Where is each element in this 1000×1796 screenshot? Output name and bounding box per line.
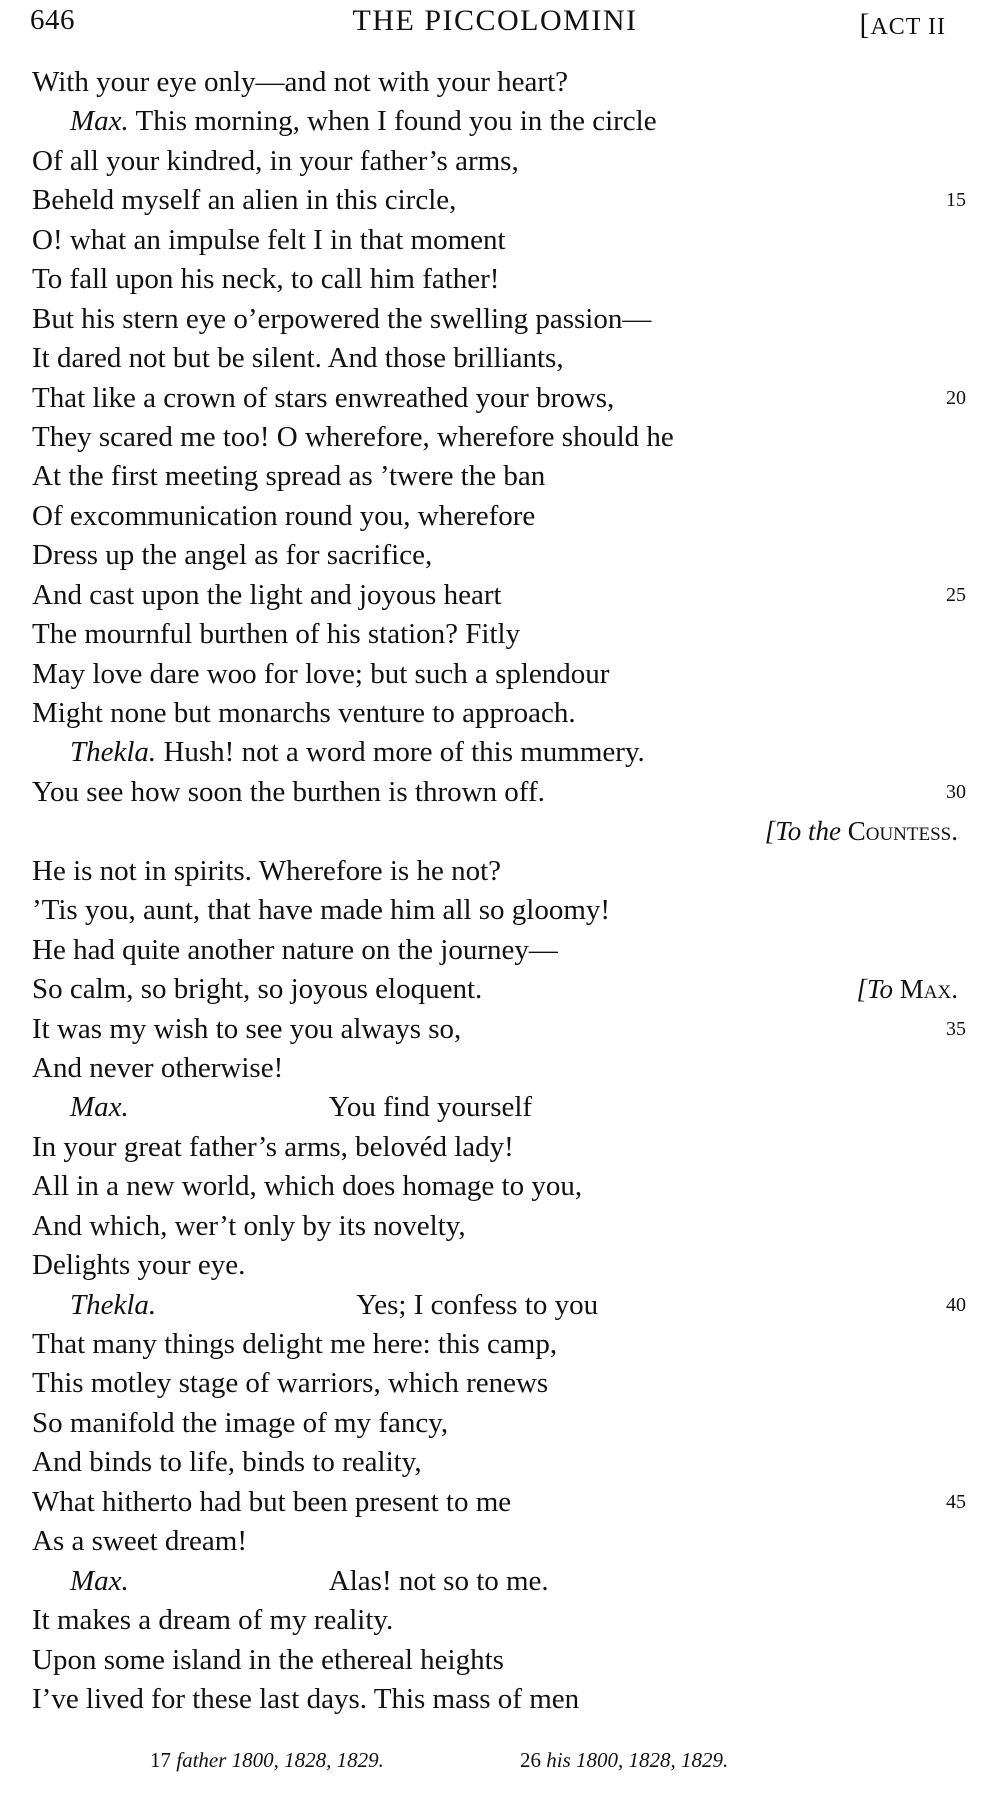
line-words: As a sweet dream!	[32, 1525, 247, 1558]
verse-line	[0, 1404, 1000, 1443]
verse-line-text	[32, 536, 432, 575]
verse-line	[0, 1680, 1000, 1719]
verse-line	[0, 221, 1000, 260]
verse-line-text	[32, 497, 535, 536]
stage-direction-prefix: [To	[856, 974, 900, 1005]
verse-line-text	[32, 891, 610, 930]
verse-line-text	[32, 457, 545, 496]
verse-line	[0, 852, 1000, 891]
line-words: Of all your kindred, in your father’s arms,	[32, 144, 519, 177]
verse-line	[0, 1601, 1000, 1640]
verse-line-text	[32, 1364, 548, 1403]
verse-line-text	[70, 1088, 532, 1127]
line-words: He is not in spirits. Wherefore is he not?	[32, 854, 501, 887]
speaker-name: Max.	[70, 1564, 129, 1597]
verse-line	[0, 694, 1000, 733]
verse-line-text	[32, 418, 674, 457]
verse-line	[0, 418, 1000, 457]
act-text: ACT II	[870, 14, 946, 40]
line-words: This motley stage of warriors, which renews	[32, 1367, 549, 1400]
verse-line-text	[70, 1562, 549, 1601]
line-words: May love dare woo for love; but such a splendour	[32, 657, 610, 690]
stage-direction-character: Max.	[899, 974, 958, 1005]
line-number: 15	[946, 189, 966, 212]
line-words: It dared not but be silent. And those brilliants,	[32, 342, 564, 375]
verse-line-text	[70, 1286, 598, 1325]
verse-line-text	[32, 694, 576, 733]
line-number: 30	[946, 780, 966, 803]
verse-line-text	[32, 1443, 422, 1482]
line-words: Dress up the angel as for sacrifice,	[32, 539, 433, 572]
verse-line-text	[32, 576, 502, 615]
line-words: ’Tis you, aunt, that have made him all so gloomy!	[32, 894, 611, 927]
verse-line-text	[32, 339, 564, 378]
line-words: They scared me too! O wherefore, wherefore should he	[32, 420, 674, 453]
line-words: So manifold the image of my fancy,	[32, 1406, 449, 1439]
line-words: That like a crown of stars enwreathed your brows,	[32, 381, 615, 414]
verse-line	[0, 379, 1000, 418]
line-words: So calm, so bright, so joyous eloquent.	[32, 973, 483, 1006]
verse-line	[0, 181, 1000, 220]
verse-line-text	[32, 221, 506, 260]
verse-line-text	[32, 1680, 579, 1719]
line-words: In your great father’s arms, belovéd lady!	[32, 1130, 514, 1163]
verse-line	[0, 102, 1000, 141]
verse-line	[0, 1325, 1000, 1364]
verse-line	[0, 1522, 1000, 1561]
verse-line	[0, 1562, 1000, 1601]
verse-line	[0, 536, 1000, 575]
verse-line	[0, 1443, 1000, 1482]
stage-direction-character: Countess.	[847, 816, 958, 847]
verse-line-text	[32, 970, 482, 1009]
verse-line	[0, 1167, 1000, 1206]
verse-line	[0, 615, 1000, 654]
stage-direction	[857, 970, 959, 1009]
verse-line-text	[32, 1483, 511, 1522]
verse-line-text	[32, 260, 499, 299]
verse-line-text	[32, 1601, 393, 1640]
speaker-name: Thekla.	[70, 736, 157, 769]
line-words: What hitherto had but been present to me	[32, 1485, 512, 1518]
verse-line	[0, 733, 1000, 772]
line-words: And binds to life, binds to reality,	[32, 1446, 422, 1479]
line-words: It makes a dream of my reality.	[32, 1604, 394, 1637]
footnote-editions: 1800, 1828, 1829.	[570, 1748, 729, 1772]
page-number: 646	[30, 4, 75, 36]
verse-line	[0, 576, 1000, 615]
line-words: To fall upon his neck, to call him father!	[32, 263, 500, 296]
line-words: It was my wish to see you always so,	[32, 1012, 462, 1045]
verse-line-text	[32, 1010, 461, 1049]
verse-line-text	[32, 1049, 283, 1088]
footnote-word: his	[546, 1748, 571, 1772]
verse-line	[0, 655, 1000, 694]
verse-line-text	[32, 1246, 245, 1285]
footnote	[520, 1748, 728, 1773]
verse-line	[0, 1207, 1000, 1246]
act-bracket: [	[859, 8, 871, 41]
verse-line-text	[32, 1167, 582, 1206]
line-number: 40	[946, 1293, 966, 1316]
act-label	[859, 8, 946, 42]
verse-line-text	[32, 300, 651, 339]
verse-line-text	[32, 1522, 247, 1561]
line-words: All in a new world, which does homage to you,	[32, 1170, 583, 1203]
line-number: 35	[946, 1017, 966, 1040]
verse-line	[0, 1364, 1000, 1403]
verse-line	[0, 931, 1000, 970]
verse-line	[0, 891, 1000, 930]
verse-line	[0, 300, 1000, 339]
line-words: O! what an impulse felt I in that moment	[32, 223, 506, 256]
line-words: Might none but monarchs venture to approach.	[32, 697, 576, 729]
verse-line	[0, 339, 1000, 378]
page-title: THE PICCOLOMINI	[352, 4, 638, 37]
verse-line	[0, 1641, 1000, 1680]
footnotes	[0, 1748, 1000, 1788]
verse-line	[0, 1010, 1000, 1049]
line-words: The mournful burthen of his station? Fitly	[32, 618, 521, 651]
line-number: 25	[946, 583, 966, 606]
line-words: This morning, when I found you in the circle	[128, 105, 657, 138]
line-words: That many things delight me here: this camp,	[32, 1328, 558, 1360]
footnote-line-number: 26	[520, 1748, 541, 1772]
speaker-name: Max.	[70, 1091, 129, 1124]
line-words: Beheld myself an alien in this circle,	[32, 184, 457, 217]
speaker-name: Thekla.	[70, 1288, 157, 1321]
line-number: 20	[946, 386, 966, 409]
verse-line	[0, 1246, 1000, 1285]
verse-line	[0, 812, 1000, 851]
verse-line-text	[32, 1325, 557, 1364]
verse-line-text	[32, 1128, 514, 1167]
verse-text	[0, 63, 1000, 1719]
running-head	[30, 4, 960, 48]
verse-line-text	[32, 1207, 466, 1246]
line-words: And cast upon the light and joyous heart	[32, 578, 502, 611]
verse-line-text	[32, 379, 614, 418]
verse-line	[0, 497, 1000, 536]
verse-line-text	[70, 102, 657, 141]
footnote-line-number: 17	[150, 1748, 171, 1772]
stage-direction	[765, 812, 958, 851]
line-words: And never otherwise!	[32, 1051, 284, 1084]
line-words: With your eye only—and not with your heart?	[32, 66, 569, 98]
line-words: Upon some island in the ethereal heights	[32, 1643, 504, 1676]
line-words: Of excommunication round you, wherefore	[32, 499, 536, 532]
verse-line	[0, 1483, 1000, 1522]
verse-line-text	[32, 142, 519, 181]
footnote	[150, 1748, 384, 1773]
verse-line-text	[32, 615, 520, 654]
line-words: Delights your eye.	[32, 1249, 246, 1282]
stage-direction-prefix: [To the	[764, 816, 848, 847]
verse-line	[0, 142, 1000, 181]
line-words: Alas! not so to me.	[328, 1564, 549, 1597]
line-words: Hush! not a word more of this mummery.	[156, 736, 645, 769]
verse-line-text	[32, 852, 501, 891]
verse-line-text	[32, 773, 545, 812]
verse-line-text	[32, 931, 558, 970]
verse-line-text	[32, 181, 456, 220]
footnote-editions: 1800, 1828, 1829.	[226, 1748, 384, 1772]
line-number: 45	[946, 1490, 966, 1513]
line-words: At the first meeting spread as ’twere the ban	[32, 460, 546, 493]
verse-line-text	[32, 655, 609, 694]
footnote-word: father	[176, 1748, 227, 1772]
line-words: And which, wer’t only by its novelty,	[32, 1209, 466, 1242]
verse-line	[0, 457, 1000, 496]
line-words: You see how soon the burthen is thrown off.	[32, 775, 545, 808]
verse-line	[0, 1088, 1000, 1127]
verse-line	[0, 1286, 1000, 1325]
verse-line	[0, 63, 1000, 102]
line-words: I’ve lived for these last days. This mass of men	[32, 1682, 580, 1715]
verse-line	[0, 1128, 1000, 1167]
line-words: You find yourself	[328, 1091, 533, 1124]
verse-line	[0, 1049, 1000, 1088]
line-words: Yes; I confess to you	[356, 1288, 599, 1321]
verse-line-text	[32, 63, 568, 102]
verse-line-text	[32, 1641, 504, 1680]
line-words: He had quite another nature on the journey—	[32, 933, 558, 966]
speaker-name: Max.	[70, 105, 129, 138]
verse-line	[0, 773, 1000, 812]
verse-line-text	[70, 733, 645, 772]
verse-line	[0, 970, 1000, 1009]
verse-line	[0, 260, 1000, 299]
line-words: But his stern eye o’erpowered the swelling passion—	[32, 302, 652, 335]
verse-line-text	[32, 1404, 448, 1443]
